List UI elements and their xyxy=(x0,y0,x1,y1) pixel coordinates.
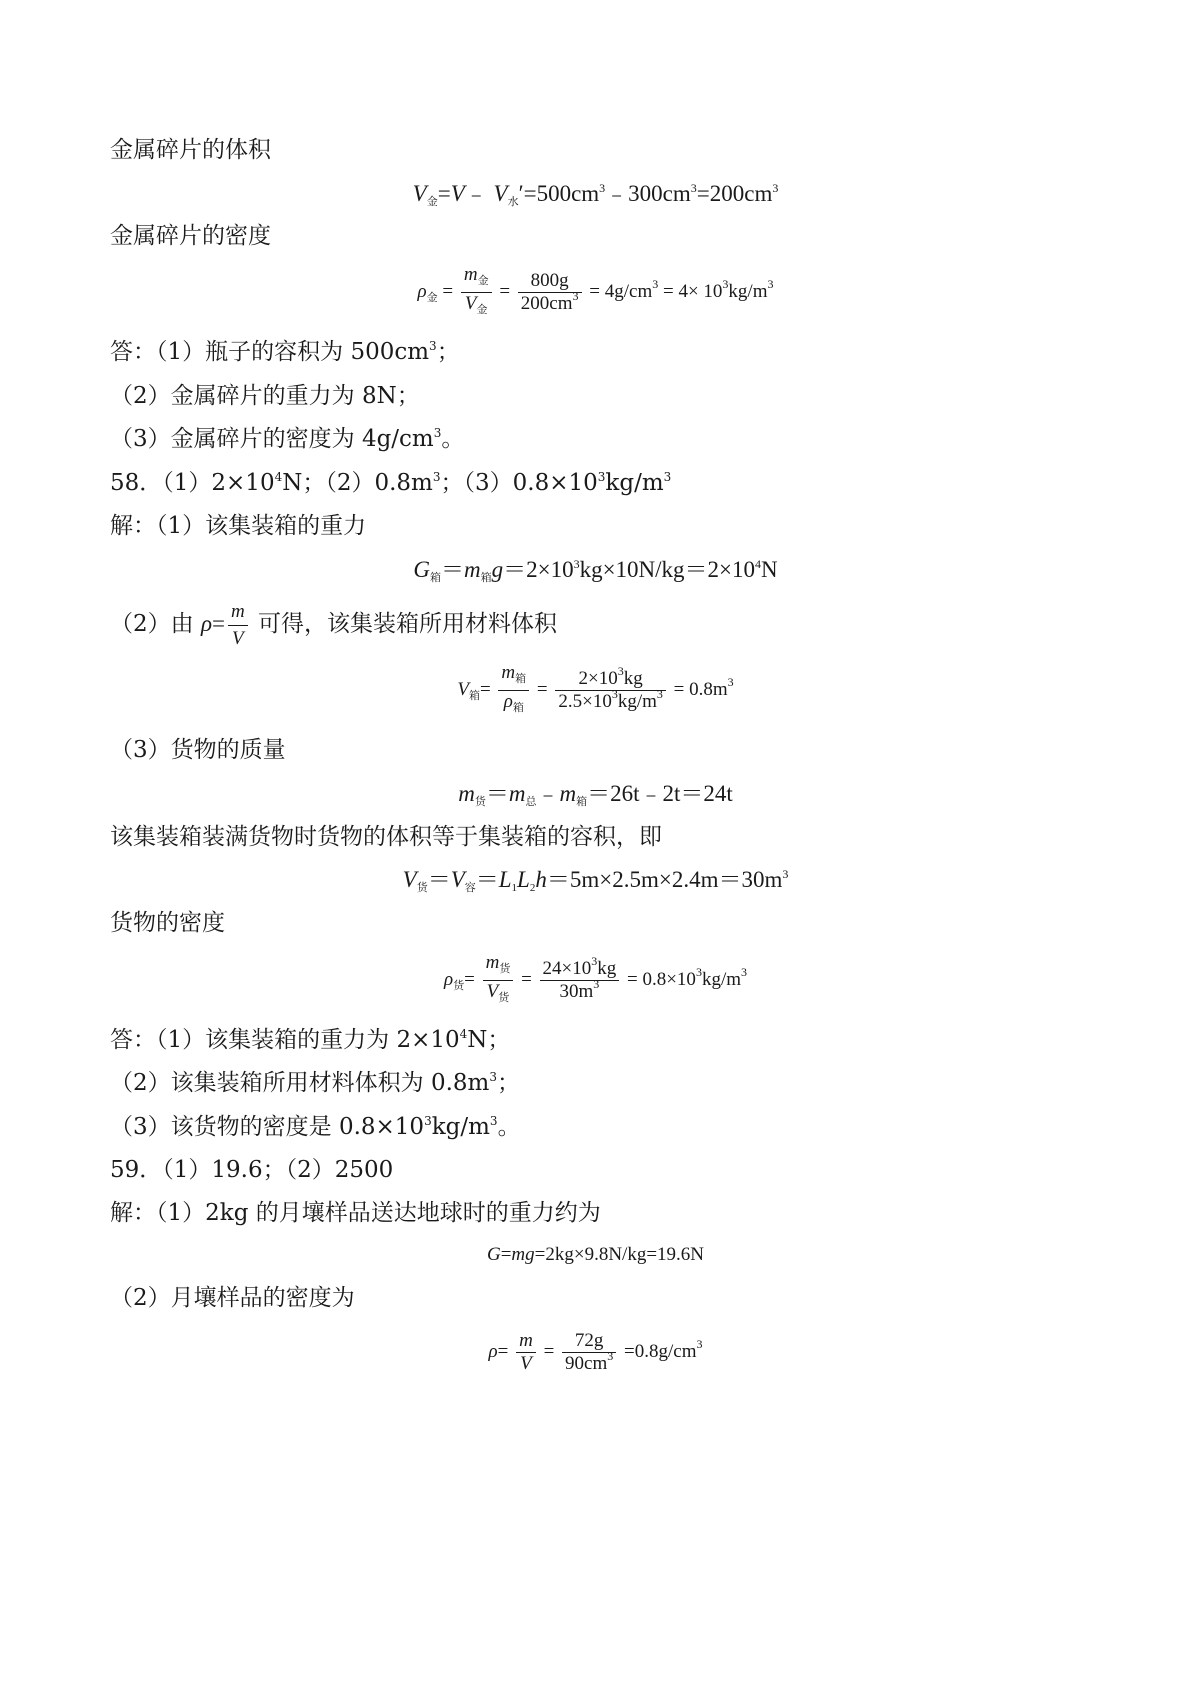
q58-answer-3: （3）该货物的密度是 $0.8\times 10^3kg/m^3$。 xyxy=(110,1114,521,1140)
q59-solution-1: 解：（1）2kg 的月壤样品送达地球时的重力约为 xyxy=(110,1200,601,1226)
answer-57-3: （3）金属碎片的密度为 $4g/cm^3$。 xyxy=(110,426,465,452)
q59-title: 59．（1）19.6；（2）2500 xyxy=(110,1157,394,1183)
q58-answer-1: 答：（1）该集装箱的重力为 $2\times 10^4N$； xyxy=(110,1027,511,1053)
q58-solution-2: （2）由 ρ= $\frac{m}{V}$ 可得，该集装箱所用材料体积 xyxy=(110,600,558,649)
heading-volume: 金属碎片的体积 xyxy=(110,137,271,163)
q58-title: 58．$(1)2\times 10^4N$；$(2)0.8m^3$；$(3)0.8\times 10^3kg/m^3$ xyxy=(110,470,672,496)
q58-equation-density: $\rho_货=$ $\frac{m_货}{V_货}$ = $\frac{24\times 10^3kg}{30m^3}$ = $0.8\times 10^3kg/m^3$ xyxy=(443,952,747,1005)
answer-57-1: 答：（1）瓶子的容积为 $500cm^3$； xyxy=(110,339,460,365)
equation-volume: $V_金=V﹣$ $V_水'=500cm^3﹣300cm^3=200cm^3$ xyxy=(412,181,779,208)
q58-solution-3: （3）货物的质量 xyxy=(110,737,286,763)
q58-equation-volume: $V_箱=$ $\frac{m_箱}{\rho_箱}$ = $\frac{2\times 10^3kg}{2.5\times 10^3kg/m^3}$ = $0.8m^3$ xyxy=(457,662,734,715)
q59-equation-weight: G=mg=2kg×9.8N/kg=19.6N xyxy=(486,1244,705,1265)
q59-equation-density: ρ= $\frac{m}{V}$ = $\frac{72g}{90cm^3}$ $=0.8g/cm^3$ xyxy=(488,1330,703,1375)
q59-solution-2: （2）月壤样品的密度为 xyxy=(110,1285,355,1311)
equation-density-metal: $\rho_金$ = $\frac{m_金}{V_金}$ = $\frac{800g}{200cm^3}$ = $4g/cm^3 = 4\times 10^3kg/m^3$ xyxy=(417,264,774,317)
q58-equation-mass: $m_货=m_总﹣m_箱=26t﹣2t=24t$ xyxy=(458,781,733,808)
answer-57-2: （2）金属碎片的重力为 8N； xyxy=(110,383,420,409)
q58-equation-weight: $G_箱=m_箱g=2\times 10^3kg\times 10N/kg=2\times 10^4N$ xyxy=(413,557,778,584)
q58-solution-1: 解：（1）该集装箱的重力 xyxy=(110,513,367,539)
q58-volume-text: 该集装箱装满货物时货物的体积等于集装箱的容积，即 xyxy=(110,824,662,850)
q58-equation-capacity: $V_货=V_容=L_1L_2h=5m\times 2.5m\times 2.4m=30m^3$ xyxy=(402,867,789,894)
heading-density: 金属碎片的密度 xyxy=(110,223,271,249)
q58-density-text: 货物的密度 xyxy=(110,910,225,936)
q58-answer-2: （2）该集装箱所用材料体积为 $0.8m^3$； xyxy=(110,1070,520,1096)
